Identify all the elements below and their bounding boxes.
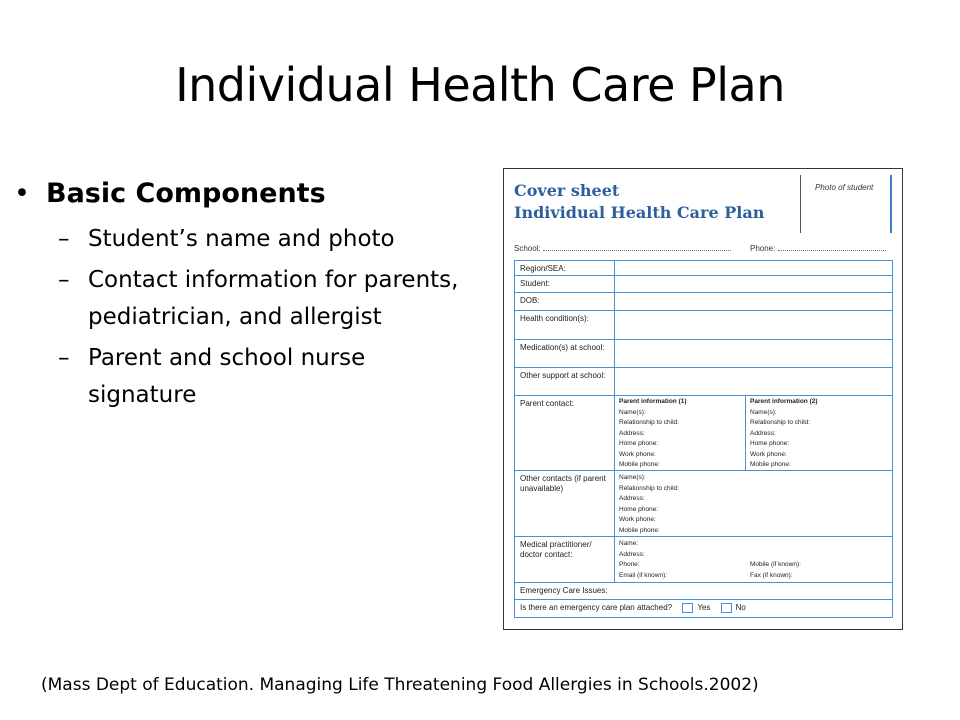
no-checkbox <box>721 603 732 613</box>
slide-title: Individual Health Care Plan <box>175 58 785 112</box>
parent1-block: Parent information (1) Name(s): Relationship to child: Address: Home phone: Work phone: Mobile phone: <box>619 398 687 468</box>
sub-bullet <box>14 262 464 336</box>
no-label: No <box>735 603 746 613</box>
medical-block: Name: Address: Phone: Email (if known): <box>619 540 668 579</box>
bullet-list <box>14 178 464 418</box>
yes-label: Yes <box>697 603 711 613</box>
phone-label: Phone: <box>750 244 776 253</box>
medical-right-block: Mobile (if known): Fax (if known): <box>750 561 801 579</box>
other-contacts-block: Name(s): Relationship to child: Address: Home phone: Work phone: Mobile phone: <box>619 474 679 534</box>
sub-bullet-text: Parent and school nurse signature <box>88 345 366 408</box>
row-label: Medical practitioner/ doctor contact: <box>520 540 592 559</box>
parent1-heading: Parent information (1) <box>619 398 687 405</box>
table-row <box>515 600 892 617</box>
row-label: Other contacts (if parent unavailable) <box>520 474 606 493</box>
sub-bullet-text: Student’s name and photo <box>88 226 395 252</box>
sub-bullet-text: Contact information for parents, pediatrician, and allergist <box>88 267 459 330</box>
table-row <box>515 276 892 293</box>
bullet-dot-icon: • <box>14 178 30 209</box>
form-title-line1: Cover sheet <box>514 181 620 200</box>
dash-icon: – <box>58 226 70 252</box>
bullet-heading-text: Basic Components <box>46 178 326 209</box>
yes-checkbox <box>682 603 693 613</box>
form-image <box>503 168 903 630</box>
dash-icon: – <box>58 345 70 371</box>
row-label: DOB: <box>520 296 540 305</box>
bullet-heading <box>14 178 464 209</box>
form-title-line2: Individual Health Care Plan <box>514 203 765 222</box>
table-row <box>515 311 892 340</box>
row-label: Health condition(s): <box>520 314 589 323</box>
table-row <box>515 537 892 583</box>
plan-question: Is there an emergency care plan attached? <box>520 603 673 613</box>
row-label: Parent contact: <box>520 399 574 408</box>
table-row <box>515 583 892 600</box>
parent2-block: Parent information (2) Name(s): Relationship to child: Address: Home phone: Work phone: Mobile phone: <box>750 398 818 468</box>
sub-bullet <box>14 221 464 258</box>
row-label: Student: <box>520 279 550 288</box>
sub-bullet <box>14 340 464 414</box>
row-label: Medication(s) at school: <box>520 343 605 352</box>
school-label: School: <box>514 244 541 253</box>
form-title <box>514 180 764 224</box>
citation: (Mass Dept of Education. Managing Life Threatening Food Allergies in Schools.2002) <box>41 675 759 695</box>
table-row <box>515 293 892 311</box>
row-label: Other support at school: <box>520 371 606 380</box>
dash-icon: – <box>58 267 70 293</box>
photo-box <box>800 175 892 233</box>
row-label: Emergency Care Issues: <box>520 586 608 595</box>
table-row <box>515 471 892 537</box>
table-row <box>515 261 892 276</box>
parent2-heading: Parent information (2) <box>750 398 818 405</box>
table-row <box>515 340 892 368</box>
table-row <box>515 396 892 471</box>
table-row <box>515 368 892 396</box>
row-label: Region/SEA: <box>520 264 566 273</box>
form-table <box>514 260 893 618</box>
photo-label: Photo of student <box>815 183 874 192</box>
